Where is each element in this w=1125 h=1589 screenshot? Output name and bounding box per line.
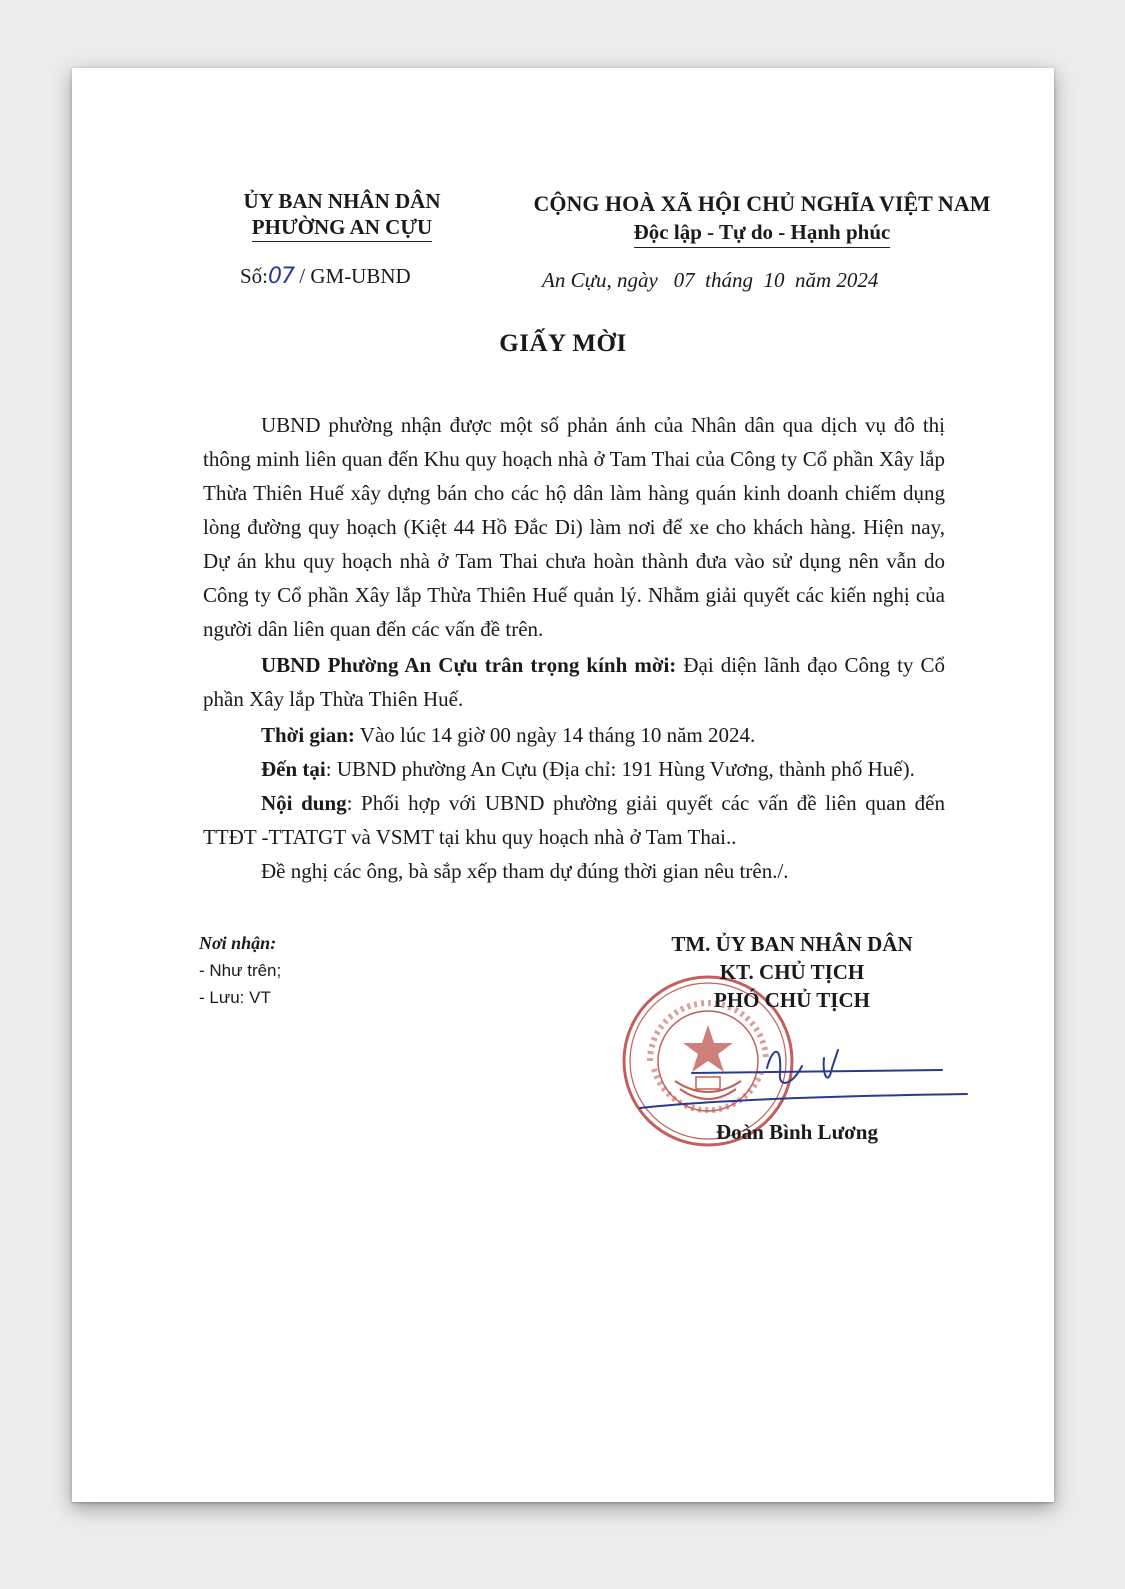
national-header bbox=[502, 190, 1022, 248]
place-label: Đến tại bbox=[261, 757, 326, 781]
handwritten-signature-icon bbox=[632, 1028, 972, 1118]
document-number bbox=[240, 264, 411, 289]
recipients-block bbox=[199, 930, 281, 1011]
issuer-line2: PHƯỜNG AN CỰU bbox=[252, 214, 432, 242]
invite-label: UBND Phường An Cựu trân trọng kính mời: bbox=[261, 653, 677, 677]
time-text: Vào lúc 14 giờ 00 ngày 14 tháng 10 năm 2024. bbox=[354, 723, 756, 747]
invite-text: Đại diện lãnh đạo Công ty Cổ phần Xây lắp Thừa Thiên Huế. bbox=[203, 653, 945, 711]
signer-name: Đoàn Bình Lương bbox=[716, 1120, 878, 1144]
so-number: 07 bbox=[268, 264, 295, 289]
recipients-heading: Nơi nhận: bbox=[199, 933, 277, 953]
recipient-item: - Lưu: VT bbox=[199, 988, 271, 1007]
issuer-block bbox=[202, 188, 482, 242]
document-title: GIẤY MỜI bbox=[499, 330, 627, 357]
signature-block bbox=[632, 930, 952, 1014]
closing-paragraph: Đề nghị các ông, bà sắp xếp tham dự đúng thời gian nêu trên./. bbox=[261, 859, 789, 883]
place-text: : UBND phường An Cựu (Địa chỉ: 191 Hùng Vương, thành phố Huế). bbox=[325, 757, 915, 781]
so-suffix: / GM-UBND bbox=[299, 264, 411, 288]
content-label: Nội dung bbox=[261, 791, 347, 815]
national-motto: Độc lập - Tự do - Hạnh phúc bbox=[634, 218, 891, 248]
national-title: CỘNG HOÀ XÃ HỘI CHỦ NGHĨA VIỆT NAM bbox=[533, 191, 991, 216]
document-page bbox=[72, 68, 1054, 1502]
so-label: Số: bbox=[240, 264, 269, 288]
content-text: : Phối hợp với UBND phường giải quyết các vấn đề liên quan đến TTĐT -TTATGT và VSMT tại khu quy hoạch nhà ở Tam Thai.. bbox=[203, 791, 945, 849]
time-label: Thời gian: bbox=[261, 723, 355, 747]
recipient-item: - Như trên; bbox=[199, 961, 282, 980]
issuer-line1: ỦY BAN NHÂN DÂN bbox=[243, 189, 441, 213]
time-paragraph bbox=[203, 718, 945, 752]
invite-paragraph bbox=[203, 648, 945, 716]
document-date: An Cựu, ngày 07 tháng 10 năm 2024 bbox=[542, 268, 879, 292]
signature-line2: KT. CHỦ TỊCH bbox=[719, 960, 865, 984]
place-paragraph bbox=[203, 752, 945, 786]
body-paragraph-1: UBND phường nhận được một số phản ánh của Nhân dân qua dịch vụ đô thị thông minh liên quan đến Khu quy hoạch nhà ở Tam Thai của Công ty Cổ phần Xây lắp Thừa Thiên Huế xây dựng bán cho các hộ dân làm hàng quán kinh doanh chiếm dụng lòng đường quy hoạch (Kiệt 44 Hồ Đắc Di) làm nơi để xe cho khách hàng. Hiện nay, Dự án khu quy hoạch nhà ở Tam Thai chưa hoàn thành đưa vào sử dụng nên vẫn do Công ty Cổ phần Xây lắp Thừa Thiên Huế quản lý. Nhằm giải quyết các kiến nghị của người dân liên quan đến các vấn đề trên. bbox=[203, 413, 945, 641]
signature-line1: TM. ỦY BAN NHÂN DÂN bbox=[671, 932, 913, 956]
content-paragraph bbox=[203, 786, 945, 854]
document-body bbox=[203, 408, 945, 888]
signature-line3: PHÓ CHỦ TỊCH bbox=[714, 988, 870, 1012]
